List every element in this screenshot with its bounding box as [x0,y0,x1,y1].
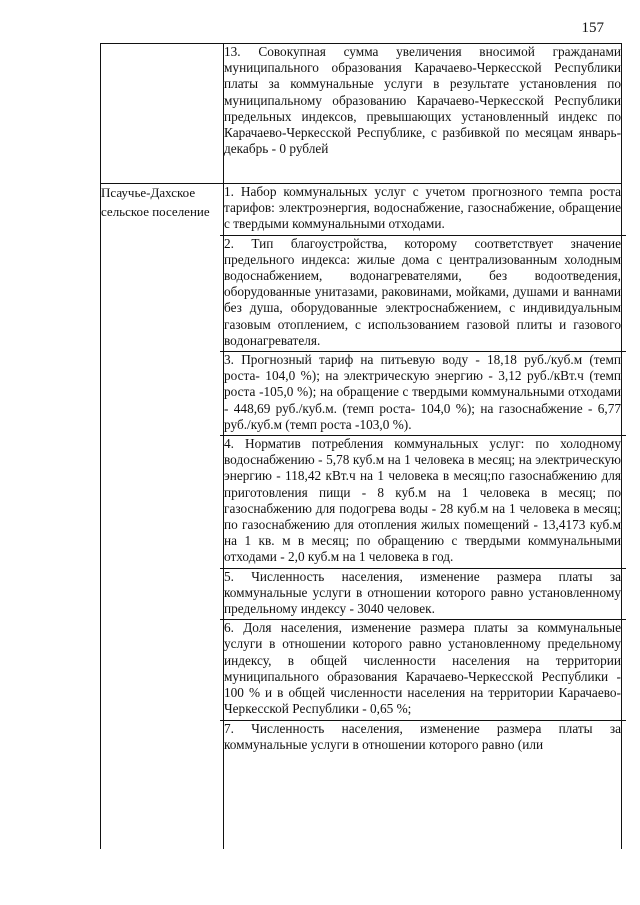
indicator-paragraph: 6. Доля населения, изменение размера платы за коммунальные услуги в отношении которого равно установленному предельному индексу, в общей численности населения на территории муниципального образования Карачаево-Черкесской Республики - 100 % и в общей численности населения на территории Карачаево-Черкесской Республики - 0,65 %; [224,620,621,717]
indicators-cell [224,184,622,850]
table-row [101,184,622,850]
settlement-name: Псаучье-Дахское сельское поселение [101,185,210,219]
indicator-paragraph: 4. Норматив потребления коммунальных услуг: по холодному водоснабжению - 5,78 куб.м на 1 человека в месяц; на электрическую энергию - 118,42 кВт.ч на 1 человека в месяц;по газоснабжению для приготовления пищи - 8 куб.м на 1 человека в месяц; по газоснабжению для подогрева воды - 28 куб.м на 1 человека в месяц; по газоснабжению для отопления жилых помещений - 13,4173 куб.м на 1 кв. м в месяц; по обращению с твердыми коммунальными отходами - 2,0 куб.м на 1 человека в год. [224,436,621,565]
indicator-paragraph: 2. Тип благоустройства, которому соответствует значение предельного индекса: жилые дома с централизованным холодным водоснабжением, водонагревателями, без водоотведения, оборудованные унитазами, раковинами, мойками, душами и ваннами без душа, оборудованные электроснабжением, с индивидуальным газовым отоплением, с использованием газовой плиты и газового водонагревателя. [224,235,621,348]
page-number: 157 [581,20,604,36]
table-row [101,44,622,184]
settlement-cell [101,184,224,850]
indicator-paragraph: 3. Прогнозный тариф на питьевую воду - 18,18 руб./куб.м (темп роста- 104,0 %); на электрическую энергию - 3,12 руб./кВт.ч (темп роста -105,0 %); на обращение с твердыми коммунальными отходами - 448,69 руб./куб.м. (темп роста- 104,0 %); на газоснабжение - 6,77 руб./куб.м (темп роста -103,0 %). [224,352,621,432]
indicator-paragraph: 5. Численность населения, изменение размера платы за коммунальные услуги в отношении которого равно установленному предельному индексу - 3040 человек. [224,568,621,617]
indicators-cell [224,44,622,184]
indicator-paragraph: 7. Численность населения, изменение размера платы за коммунальные услуги в отношении которого равно (или [224,720,621,752]
indicator-paragraph: 1. Набор коммунальных услуг с учетом прогнозного темпа роста тарифов: электроэнергия, водоснабжение, газоснабжение, обращение с твердыми коммунальными отходами. [224,184,621,232]
settlement-cell [101,44,224,184]
indicator-paragraph: 13. Совокупная сумма увеличения вносимой гражданами муниципального образования Карачаево-Черкесской Республики платы за коммунальные услуги в результате установления по муниципальному образованию Карачаево-Черкесской Республики предельных индексов, превышающих установленный индекс по Карачаево-Черкесской Республике, с разбивкой по месяцам январь-декабрь - 0 рублей [224,44,621,157]
document-table [100,43,622,849]
